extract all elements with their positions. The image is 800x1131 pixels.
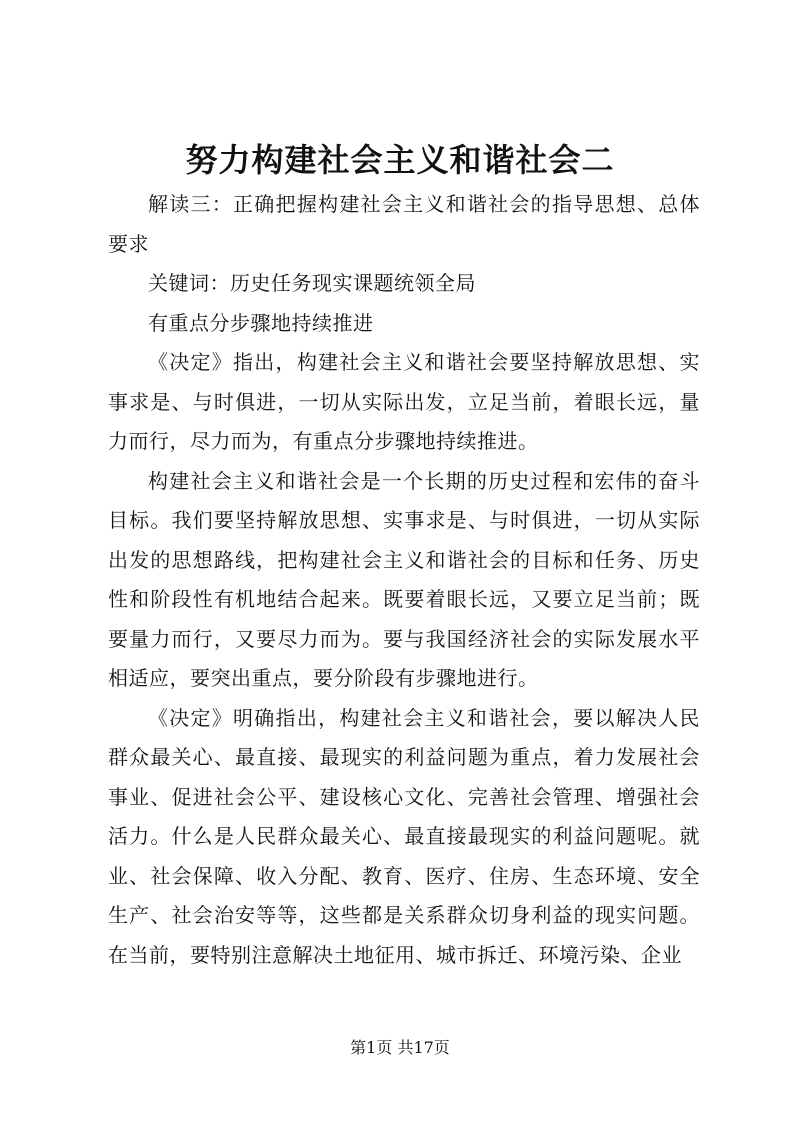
document-body bbox=[108, 185, 700, 975]
paragraph-subheading: 有重点分步骤地持续推进 bbox=[148, 310, 374, 335]
paragraph-body-2: 构建社会主义和谐社会是一个长期的历史过程和宏伟的奋斗目标。我们要坚持解放思想、实事求是、与时俱进，一切从实际出发的思想路线，把构建社会主义和谐社会的目标和任务、历史性和阶段性有机地结合起来。既要着眼长远，又要立足当前；既要量力而行，又要尽力而为。要与我国经济社会的实际发展水平相适应，要突出重点，要分阶段有步骤地进行。 bbox=[108, 468, 700, 690]
document-title: 努力构建社会主义和谐社会二 bbox=[185, 141, 615, 179]
paragraph-body-3: 《决定》明确指出，构建社会主义和谐社会，要以解决人民群众最关心、最直接、最现实的利益问题为重点，着力发展社会事业、促进社会公平、建设核心文化、完善社会管理、增强社会活力。什么是人民群众最关心、最直接最现实的利益问题呢。就业、社会保障、收入分配、教育、医疗、住房、生态环境、安全生产、社会治安等等，这些都是关系群众切身利益的现实问题。在当前，要特别注意解决土地征用、城市拆迁、环境污染、企业 bbox=[108, 705, 700, 967]
paragraph-interpretation-heading: 解读三：正确把握构建社会主义和谐社会的指导思想、总体要求 bbox=[108, 192, 700, 256]
paragraph-body-1: 《决定》指出，构建社会主义和谐社会要坚持解放思想、实事求是、与时俱进，一切从实际出发，立足当前，着眼长远，量力而行，尽力而为，有重点分步骤地持续推进。 bbox=[108, 350, 700, 453]
paragraph-keywords: 关键词：历史任务现实课题统领全局 bbox=[148, 271, 476, 295]
page-number-footer: 第1页 共17页 bbox=[350, 1038, 450, 1057]
